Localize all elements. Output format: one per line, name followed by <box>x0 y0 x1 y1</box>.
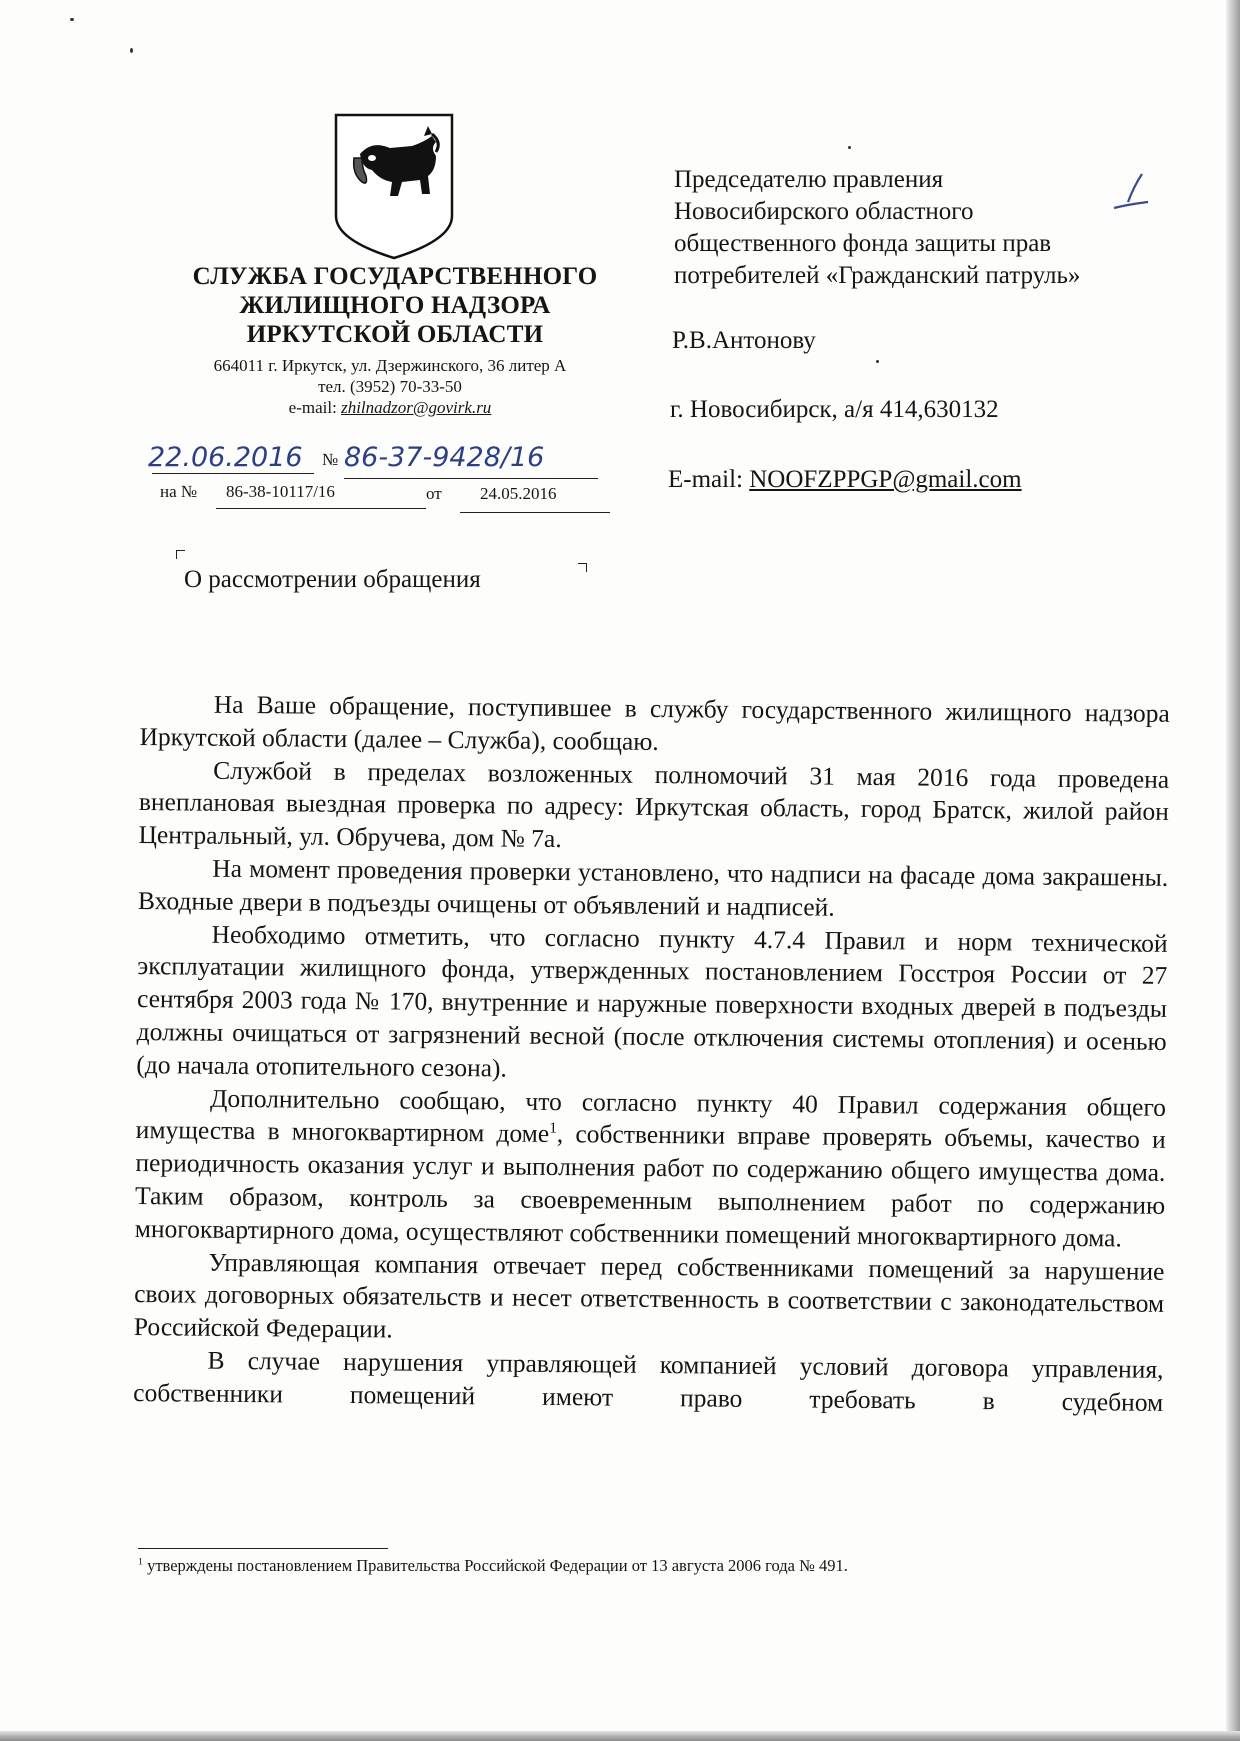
org-name-line: СЛУЖБА ГОСУДАРСТВЕННОГО <box>192 263 598 290</box>
body-paragraph: На момент проведения проверки установлено, что надписи на фасаде дома закрашены. Входные двери в подъезды очищены от объявлений и надписей. <box>137 853 1169 922</box>
addressee-line: общественного фонда защиты прав <box>674 230 1052 257</box>
body-paragraph: Службой в пределах возложенных полномочий 31 мая 2016 года проведена внеплановая выездная проверка по адресу: Иркутская область, город Братск, жилой район Центральный, ул. Обручева, дом № 7а. <box>138 755 1170 854</box>
footnote-text: утверждены постановлением Правительства Российской Федерации от 13 августа 2006 года № 491. <box>142 1556 848 1575</box>
org-email-row <box>160 397 620 418</box>
org-email-label: e-mail: <box>288 398 337 417</box>
registration-number-sign: № <box>322 450 339 469</box>
reference-row <box>160 480 620 512</box>
reference-label: на № <box>160 482 198 501</box>
body-paragraph: На Ваше обращение, поступившее в службу государственного жилищного надзора Иркутской области (далее – Служба), сообщаю. <box>139 689 1170 756</box>
reference-date-line <box>460 512 610 513</box>
registration-number: 86-37-9428/16 <box>344 442 545 473</box>
registration-number-line <box>344 478 598 479</box>
org-address: 664011 г. Иркутск, ул. Дзержинского, 36 литер А <box>213 356 567 375</box>
org-name-line: ЖИЛИЩНОГО НАДЗОРА <box>239 292 551 319</box>
addressee-line: Новосибирского областного <box>674 198 974 225</box>
letter-subject: О рассмотрении обращения <box>184 566 481 593</box>
footnote <box>138 1556 848 1576</box>
registration-date-line <box>152 473 314 474</box>
registration-row <box>148 440 608 480</box>
body-text: Дополнительно сообщаю, что согласно пункту 40 Правил содержания общего имущества в многоквартирном доме <box>135 1083 1167 1149</box>
org-phone: тел. (3952) 70-33-50 <box>318 377 462 396</box>
org-name-line: ИРКУТСКОЙ ОБЛАСТИ <box>246 321 544 348</box>
letter-body <box>133 688 1170 1419</box>
scan-speck <box>130 48 133 53</box>
reference-from-label: от <box>426 484 442 503</box>
irkutsk-coat-of-arms-icon <box>332 112 456 260</box>
addressee-email-label: E-mail: <box>668 466 743 493</box>
registration-date: 22.06.2016 <box>148 442 303 473</box>
subject-corner-right <box>578 563 587 572</box>
scan-speck <box>848 146 851 149</box>
organization-contacts <box>160 355 620 418</box>
addressee-email-link[interactable]: NOOFZPPGP@gmail.com <box>749 466 1022 493</box>
reference-number-line <box>216 508 426 509</box>
org-email-link[interactable]: zhilnadzor@govirk.ru <box>341 398 492 417</box>
footnote-reference: 1 <box>549 1119 557 1137</box>
addressee-name: Р.В.Антонову <box>672 327 816 354</box>
addressee-city: г. Новосибирск, а/я 414,630132 <box>670 396 999 423</box>
addressee-line: Председателю правления <box>674 166 944 193</box>
scan-edge-right <box>1226 0 1240 1741</box>
scan-speck <box>876 360 879 363</box>
footnote-mark: 1 <box>138 1556 143 1568</box>
reference-number: 86-38-10117/16 <box>226 482 335 501</box>
handwritten-page-mark <box>1104 172 1154 216</box>
scan-speck <box>70 18 74 21</box>
body-text: , собственники вправе проверять объемы, качество и периодичность оказания услуг и выполнения работ по содержанию общего имущества дома. Таким образом, контроль за своевременным выполнением работ по содержанию многоквартирного дома, осуществляют собственники помещений многоквартирного дома. <box>134 1119 1166 1253</box>
reference-date: 24.05.2016 <box>480 484 557 503</box>
addressee-email-row <box>668 466 1022 494</box>
addressee-line: потребителей «Гражданский патруль» <box>674 262 1081 289</box>
organization-name <box>160 262 630 349</box>
body-paragraph: Управляющая компания отвечает перед собственниками помещений за нарушение своих договорных обязательств и несет ответственность в соответствии с законодательством Российской Федерации. <box>133 1247 1165 1344</box>
subject-corner-left <box>176 550 185 559</box>
body-paragraph: Необходимо отметить, что согласно пункту 4.7.4 Правил и норм технической эксплуатации жилищного фонда, утвержденных постановлением Госстроя России от 27 сентября 2003 года № 170, внутренние и наружные поверхности входных дверей в подъезды должны очищаться от загрязнений весной (после отключения системы отопления) и осенью (до начала отопительного сезона). <box>136 919 1168 1083</box>
body-paragraph: В случае нарушения управляющей компанией условий договора управления, собственники помещений имеют право требовать в судебном <box>133 1345 1164 1417</box>
scan-edge-bottom <box>0 1731 1240 1741</box>
body-paragraph <box>135 1082 1167 1256</box>
footnote-rule <box>138 1548 388 1549</box>
